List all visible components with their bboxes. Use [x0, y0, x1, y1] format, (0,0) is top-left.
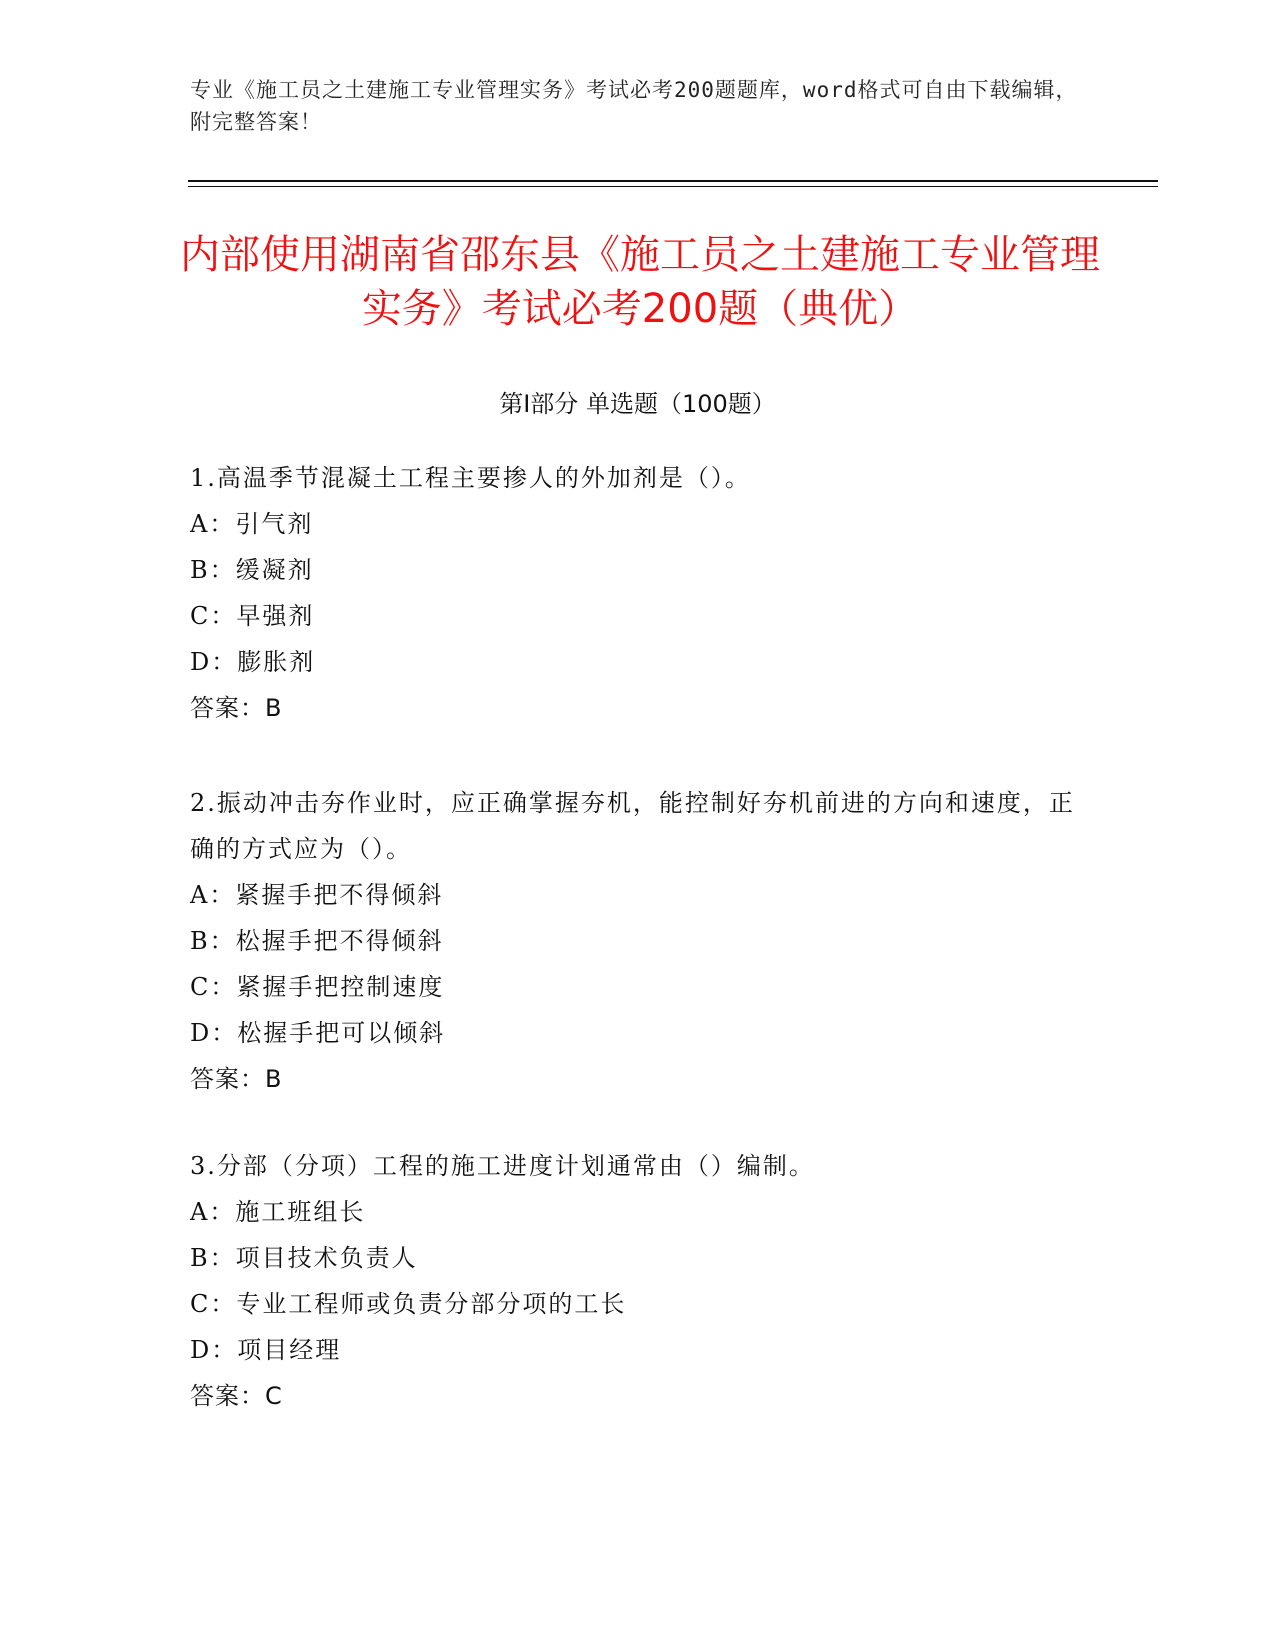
option-b: B：松握手把不得倾斜	[190, 927, 444, 955]
option-a: A：施工班组长	[190, 1198, 366, 1226]
option-b: B：缓凝剂	[190, 556, 314, 584]
question-2	[190, 780, 1090, 1102]
option-d: D：松握手把可以倾斜	[190, 1019, 446, 1047]
question-1	[190, 455, 1090, 731]
question-stem: 2.振动冲击夯作业时，应正确掌握夯机，能控制好夯机前进的方向和速度，正确的方式应为（）。	[190, 789, 1075, 863]
option-a: A：紧握手把不得倾斜	[190, 881, 444, 909]
question-3	[190, 1143, 1090, 1419]
answer: 答案：B	[190, 1065, 283, 1093]
header-divider-thick	[188, 180, 1158, 182]
question-stem: 1.高温季节混凝土工程主要掺人的外加剂是（）。	[190, 464, 751, 492]
section-heading: 第Ⅰ部分 单选题（100题）	[499, 390, 776, 418]
option-d: D：膨胀剂	[190, 648, 316, 676]
question-stem: 3.分部（分项）工程的施工进度计划通常由（）编制。	[190, 1152, 815, 1180]
option-b: B：项目技术负责人	[190, 1244, 418, 1272]
option-c: C：早强剂	[190, 602, 315, 630]
header-note: 专业《施工员之土建施工专业管理实务》考试必考200题题库，word格式可自由下载编辑，附完整答案！	[190, 78, 1078, 134]
option-c: C：专业工程师或负责分部分项的工长	[190, 1290, 627, 1318]
answer: 答案：C	[190, 1382, 283, 1410]
document-title: 内部使用湖南省邵东县《施工员之土建施工专业管理实务》考试必考200题（典优）	[180, 232, 1100, 332]
option-a: A：引气剂	[190, 510, 314, 538]
header-divider-thin	[188, 186, 1158, 187]
answer: 答案：B	[190, 694, 283, 722]
option-d: D：项目经理	[190, 1336, 342, 1364]
option-c: C：紧握手把控制速度	[190, 973, 445, 1001]
